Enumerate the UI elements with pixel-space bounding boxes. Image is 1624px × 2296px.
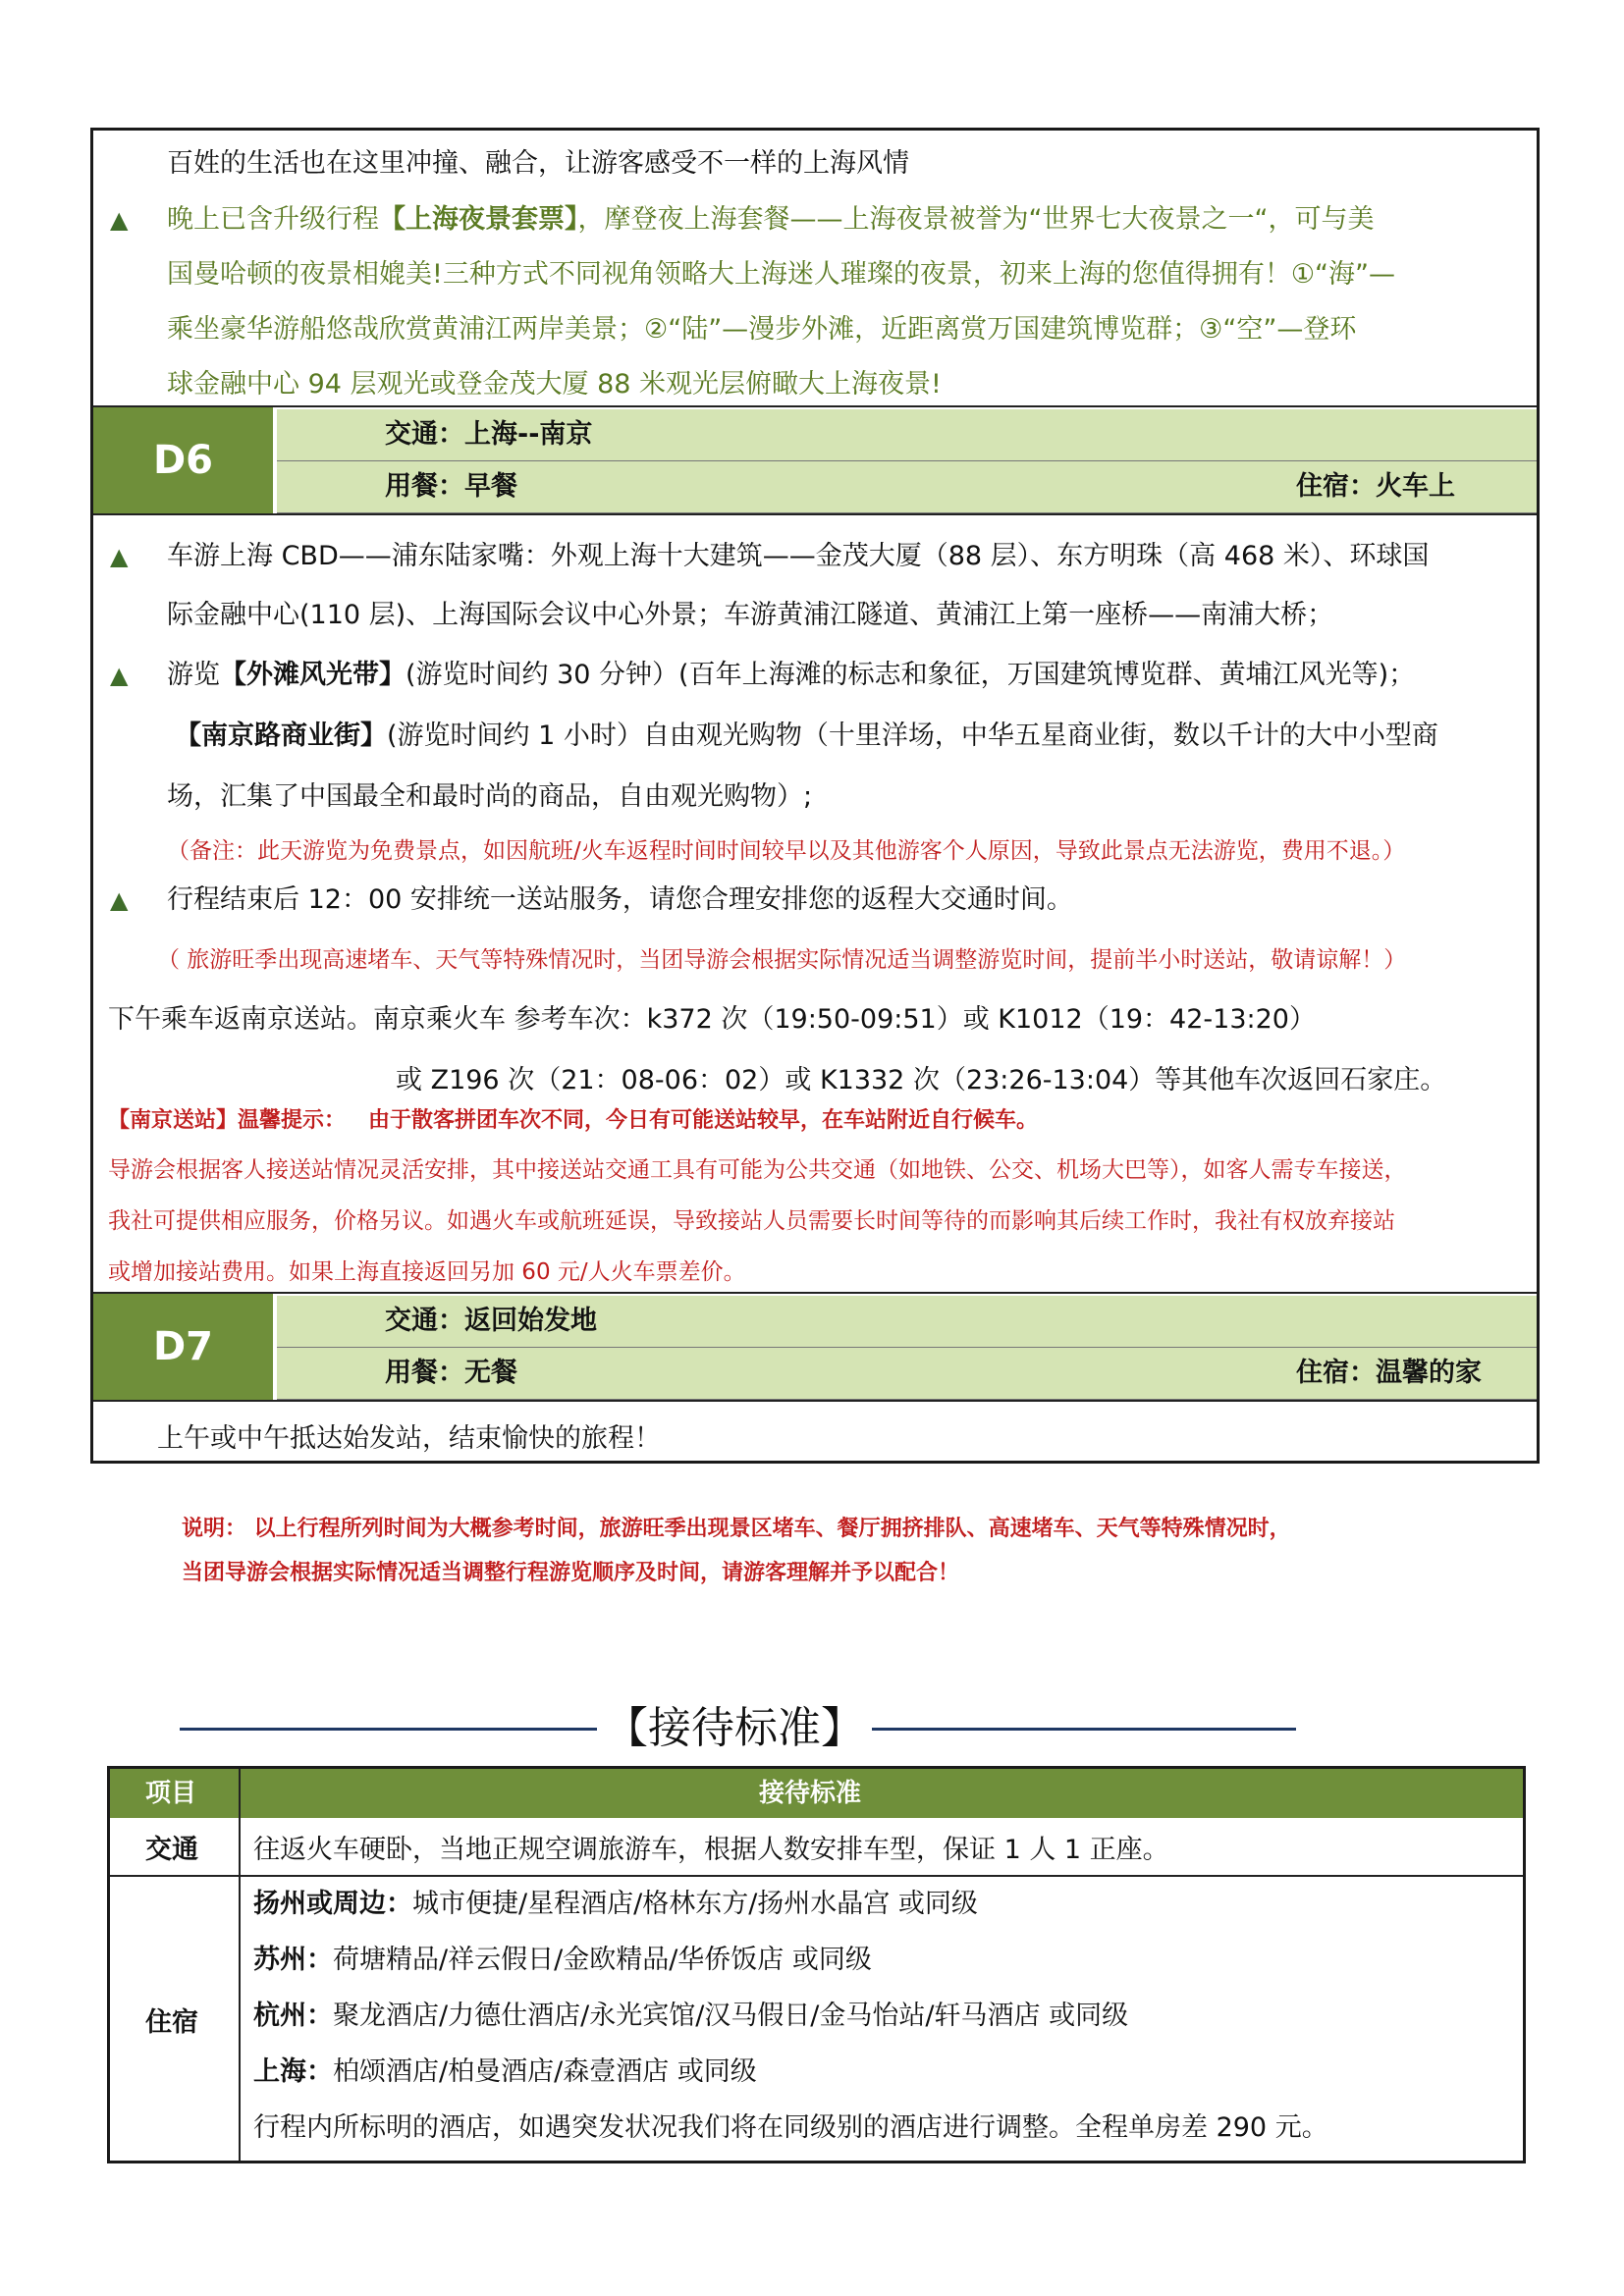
notice-line-1: 说明： 以上行程所列时间为大概参考时间，旅游旺季出现景区堵车、餐厅拥挤排队、高速堵车、天气等特殊情况时，	[182, 1517, 1291, 1541]
tip-line-2: 导游会根据客人接送站情况灵活安排，其中接送站交通工具有可能为公共交通（如地铁、公交、机场大巴等），如客人需专车接送，	[108, 1157, 1407, 1183]
d7-text: 上午或中午抵达始发站，结束愉快的旅程！	[157, 1423, 661, 1454]
intro-line: 百姓的生活也在这里冲撞、融合，让游客感受不一样的上海风情	[167, 148, 909, 179]
bullet-icon: ▲	[110, 886, 129, 914]
day-header-d7	[93, 1294, 1537, 1400]
d6-p2-line1: 游览【外滩风光带】(游览时间约 30 分钟）(百年上海滩的标志和象征，万国建筑博览群、黄埔江风光等)；	[167, 660, 1416, 690]
title-rule-left	[180, 1728, 597, 1731]
d6-note-2: （ 旅游旺季出现高速堵车、天气等特殊情况时，当团导游会根据实际情况适当调整游览时间，提前半小时送站，敬请谅解！）	[157, 947, 1407, 973]
col-header-item: 项目	[145, 1779, 197, 1808]
hotel-row: 苏州：荷塘精品/祥云假日/金欧精品/华侨饭店 或同级	[253, 1945, 872, 1975]
d6-p1-line2: 际金融中心(110 层)、上海国际会议中心外景；车游黄浦江隧道、黄浦江上第一座桥——南浦大桥；	[167, 600, 1334, 630]
tip-line-4: 或增加接站费用。如果上海直接返回另加 60 元/人火车票差价。	[108, 1259, 746, 1285]
lodging-text: 住宿：火车上	[1296, 471, 1455, 502]
hotel-row: 杭州：聚龙酒店/力德仕酒店/永光宾馆/汉马假日/金马怡站/轩马酒店 或同级	[253, 2001, 1129, 2031]
night-line-1: 晚上已含升级行程【上海夜景套票】，摩登夜上海套餐——上海夜景被誉为“世界七大夜景之一“，可与美	[167, 204, 1375, 235]
transport-text: 交通：返回始发地	[385, 1306, 597, 1336]
divider	[93, 1400, 1537, 1402]
d6-p2-line3: 场，汇集了中国最全和最时尚的商品，自由观光购物）;	[167, 781, 813, 812]
title-rule-right	[872, 1728, 1296, 1731]
day-row-meals	[277, 461, 1537, 513]
column-divider	[239, 1769, 241, 2161]
row-label-lodging: 住宿	[145, 2007, 198, 2038]
meals-text: 用餐：早餐	[385, 471, 517, 502]
night-line-3: 乘坐豪华游船悠哉欣赏黄浦江两岸美景；②“陆”—漫步外滩，近距离赏万国建筑博览群；③“空”—登环	[167, 314, 1357, 345]
day-label: D7	[93, 1294, 273, 1400]
day-row-transport	[277, 1296, 1537, 1348]
col-header-standard: 接待标准	[759, 1779, 862, 1808]
day-header-d6	[93, 407, 1537, 513]
tip-line-1: 【南京送站】温馨提示： 由于散客拼团车次不同，今日有可能送站较早，在车站附近自行候车。	[108, 1108, 1039, 1133]
divider	[93, 513, 1537, 515]
bullet-icon: ▲	[110, 662, 129, 689]
d6-note-1: （备注：此天游览为免费景点，如因航班/火车返程时间时间较早以及其他游客个人原因，导致此景点无法游览，费用不退。）	[167, 838, 1406, 864]
section-title: 【接待标准】	[605, 1703, 864, 1753]
day-label: D6	[93, 407, 273, 513]
row-divider	[110, 1875, 1523, 1877]
hotel-row: 扬州或周边：城市便捷/星程酒店/格林东方/扬州水晶宫 或同级	[253, 1889, 978, 1919]
bullet-icon: ▲	[110, 543, 129, 570]
meals-text: 用餐：无餐	[385, 1358, 517, 1388]
d6-p3: 行程结束后 12：00 安排统一送站服务，请您合理安排您的返程大交通时间。	[167, 884, 1073, 915]
day-row-meals	[277, 1348, 1537, 1400]
night-line-2: 国曼哈顿的夜景相媲美!三种方式不同视角领略大上海迷人璀璨的夜景，初来上海的您值得拥有！①“海”—	[167, 259, 1396, 290]
bullet-icon: ▲	[110, 206, 129, 234]
d6-p2-line2: 【南京路商业街】(游览时间约 1 小时）自由观光购物（十里洋场，中华五星商业街，数以千计的大中小型商	[175, 721, 1438, 751]
d6-p1-line1: 车游上海 CBD——浦东陆家嘴：外观上海十大建筑——金茂大厦（88 层）、东方明珠（高 468 米）、环球国	[167, 541, 1430, 571]
train-line-1: 下午乘车返南京送站。南京乘火车 参考车次：k372 次（19:50-09:51）或 K1012（19：42-13:20）	[108, 1004, 1316, 1035]
train-line-2: 或 Z196 次（21：08-06：02）或 K1332 次（23:26-13:04）等其他车次返回石家庄。	[396, 1065, 1447, 1095]
lodging-text: 住宿：温馨的家	[1296, 1358, 1482, 1388]
hotel-row: 上海：柏颂酒店/柏曼酒店/森壹酒店 或同级	[253, 2056, 757, 2087]
transport-text: 交通：上海--南京	[385, 419, 593, 450]
day-row-transport	[277, 409, 1537, 461]
transport-standard: 往返火车硬卧，当地正规空调旅游车，根据人数安排车型，保证 1 人 1 正座。	[253, 1835, 1169, 1865]
night-line-4: 球金融中心 94 层观光或登金茂大厦 88 米观光层俯瞰大上海夜景!	[167, 369, 942, 400]
notice-line-2: 当团导游会根据实际情况适当调整行程游览顺序及时间，请游客理解并予以配合！	[182, 1561, 960, 1585]
hotel-note: 行程内所标明的酒店，如遇突发状况我们将在同级别的酒店进行调整。全程单房差 290 元。	[253, 2112, 1328, 2143]
row-label-transport: 交通	[145, 1835, 198, 1865]
tip-line-3: 我社可提供相应服务，价格另议。如遇火车或航班延误，导致接站人员需要长时间等待的而影响其后续工作时，我社有权放弃接站	[108, 1208, 1395, 1234]
